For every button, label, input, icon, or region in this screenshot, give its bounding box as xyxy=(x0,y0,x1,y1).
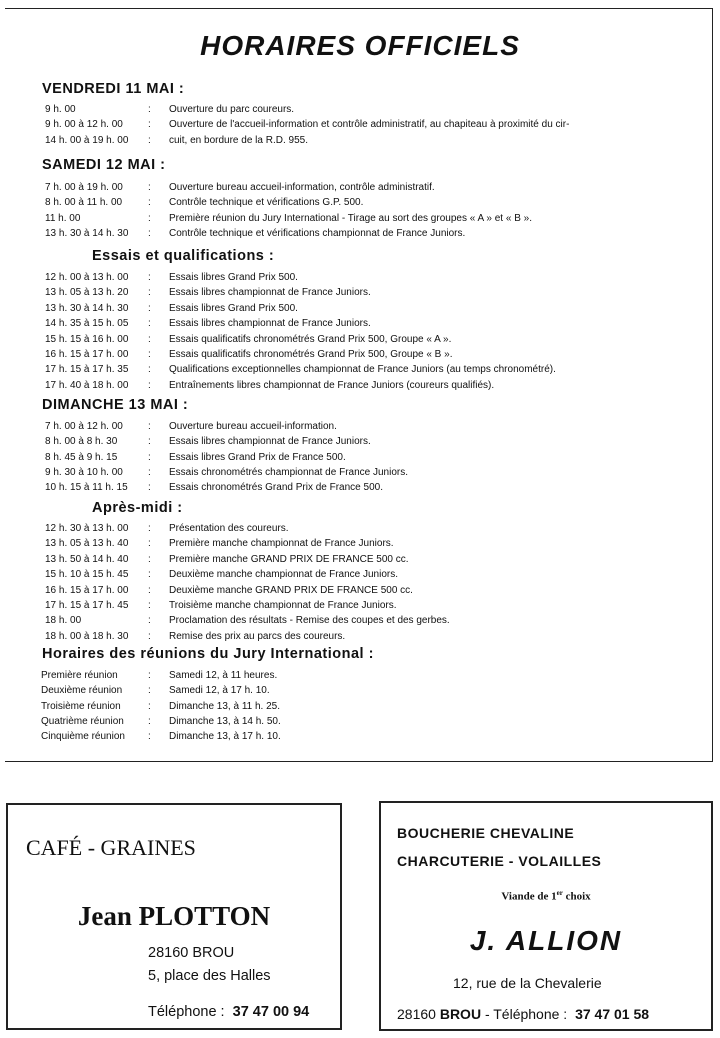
schedule-description: Première réunion du Jury International - Tirage au sort des groupes « A » et « B ». xyxy=(169,212,532,224)
ad-city-text: 28160 BROU xyxy=(148,945,235,961)
schedule-separator: : xyxy=(148,333,151,345)
schedule-separator: : xyxy=(148,466,151,478)
schedule-description: cuit, en bordure de la R.D. 955. xyxy=(169,134,308,146)
ad-phone-number: 37 47 00 94 xyxy=(232,1004,310,1020)
ad-phone-label: Téléphone : xyxy=(148,1004,225,1020)
schedule-description: Ouverture bureau accueil-information. xyxy=(169,421,337,432)
ad-right-address: 12, rue de la Chevalerie xyxy=(453,975,602,991)
schedule-separator: : xyxy=(148,584,151,596)
schedule-time: 17 h. 15 à 17 h. 45 xyxy=(45,600,129,611)
schedule-description: Deuxième manche championnat de France Juniors. xyxy=(169,569,399,581)
qualifications-heading: Essais et qualifications : xyxy=(92,248,275,264)
schedule-description: Ouverture de l'accueil-information et contrôle administratif, au chapiteau à proximité du cir- xyxy=(169,119,570,131)
schedule-description: Première manche championnat de France Juniors. xyxy=(169,538,394,550)
schedule-time: 17 h. 40 à 18 h. 00 xyxy=(45,379,129,391)
schedule-separator: : xyxy=(148,379,151,391)
schedule-time: Troisième réunion xyxy=(41,700,121,712)
schedule-time: 13 h. 05 à 13 h. 20 xyxy=(45,287,129,299)
schedule-time: 18 h. 00 à 18 h. 30 xyxy=(45,630,129,642)
schedule-description: Essais libres championnat de France Juniors. xyxy=(169,436,371,448)
schedule-separator: : xyxy=(148,227,151,239)
schedule-description: Essais chronométrés championnat de France Juniors. xyxy=(169,466,409,478)
schedule-description: Proclamation des résultats - Remise des coupes et des gerbes. xyxy=(169,615,450,627)
schedule-separator: : xyxy=(148,451,151,463)
schedule-time: 12 h. 30 à 13 h. 00 xyxy=(45,523,129,534)
schedule-description: Essais libres Grand Prix 500. xyxy=(169,302,298,314)
ad-city xyxy=(148,945,234,961)
schedule-separator: : xyxy=(148,104,151,115)
ad-boucherie-allion xyxy=(379,801,713,1031)
schedule-time: 12 h. 00 à 13 h. 00 xyxy=(45,272,129,283)
schedule-separator: : xyxy=(148,318,151,330)
schedule-time: 13 h. 05 à 13 h. 40 xyxy=(45,538,129,550)
schedule-separator: : xyxy=(148,134,151,146)
schedule-separator: : xyxy=(148,197,151,209)
schedule-time: 16 h. 15 à 17 h. 00 xyxy=(45,584,129,596)
schedule-description: Essais libres championnat de France Juniors. xyxy=(169,287,371,299)
ad-right-phone-label: - Téléphone : xyxy=(481,1006,568,1022)
schedule-description: Ouverture bureau accueil-information, contrôle administratif. xyxy=(169,182,435,193)
jury-heading: Horaires des réunions du Jury International : xyxy=(42,646,374,662)
schedule-time: 16 h. 15 à 17 h. 00 xyxy=(45,349,129,360)
schedule-separator: : xyxy=(148,553,151,565)
ad-right-contact xyxy=(397,1006,649,1022)
schedule-time: 11 h. 00 xyxy=(45,212,81,224)
schedule-separator: : xyxy=(148,600,151,611)
schedule-time: 13 h. 50 à 14 h. 40 xyxy=(45,553,129,565)
schedule-description: Contrôle technique et vérifications G.P. 500. xyxy=(169,197,364,209)
schedule-description: Dimanche 13, à 17 h. 10. xyxy=(169,731,281,743)
schedule-separator: : xyxy=(148,685,151,697)
ad-quality-post: choix xyxy=(562,890,591,903)
ad-line-boucherie: BOUCHERIE CHEVALINE xyxy=(397,825,575,841)
schedule-description: Dimanche 13, à 14 h. 50. xyxy=(169,715,281,727)
schedule-separator: : xyxy=(148,538,151,550)
schedule-description: Essais libres championnat de France Juniors. xyxy=(169,318,371,330)
ad-right-phone-number: 37 47 01 58 xyxy=(575,1006,650,1022)
schedule-separator: : xyxy=(148,182,151,193)
schedule-description: Essais chronométrés Grand Prix de France 500. xyxy=(169,482,383,494)
schedule-time: Deuxième réunion xyxy=(41,685,123,697)
schedule-description: Ouverture du parc coureurs. xyxy=(169,104,295,115)
ad-phone xyxy=(148,1004,309,1020)
friday-heading: VENDREDI 11 MAI : xyxy=(42,81,185,97)
schedule-separator: : xyxy=(148,349,151,360)
schedule-time: 8 h. 00 à 11 h. 00 xyxy=(45,197,123,209)
schedule-description: Entraînements libres championnat de France Juniors (coureurs qualifiés). xyxy=(169,379,495,391)
schedule-separator: : xyxy=(148,287,151,299)
schedule-description: Samedi 12, à 11 heures. xyxy=(169,670,278,681)
schedule-time: Première réunion xyxy=(41,670,118,681)
page-title: HORAIRES OFFICIELS xyxy=(200,30,520,61)
schedule-time: 14 h. 00 à 19 h. 00 xyxy=(45,134,129,146)
schedule-time: 7 h. 00 à 19 h. 00 xyxy=(45,182,123,193)
schedule-separator: : xyxy=(148,630,151,642)
sunday-heading: DIMANCHE 13 MAI : xyxy=(42,397,189,413)
ad-line-charcuterie: CHARCUTERIE - VOLAILLES xyxy=(397,853,602,869)
schedule-time: 13 h. 30 à 14 h. 30 xyxy=(45,227,129,239)
schedule-time: 14 h. 35 à 15 h. 05 xyxy=(45,318,129,330)
schedule-separator: : xyxy=(148,364,151,376)
schedule-description: Deuxième manche GRAND PRIX DE FRANCE 500 cc. xyxy=(169,584,413,596)
schedule-time: 18 h. 00 xyxy=(45,615,82,627)
schedule-description: Première manche GRAND PRIX DE FRANCE 500 cc. xyxy=(169,553,409,565)
schedule-separator: : xyxy=(148,615,151,627)
schedule-time: 9 h. 30 à 10 h. 00 xyxy=(45,466,123,478)
schedule-time: 15 h. 10 à 15 h. 45 xyxy=(45,569,129,581)
schedule-description: Samedi 12, à 17 h. 10. xyxy=(169,685,270,697)
schedule-description: Troisième manche championnat de France Juniors. xyxy=(169,600,397,611)
schedule-description: Essais qualificatifs chronométrés Grand Prix 500, Groupe « B ». xyxy=(169,349,453,360)
schedule-time: Cinquième réunion xyxy=(41,731,125,743)
schedule-description: Remise des prix au parcs des coureurs. xyxy=(169,630,346,642)
ad-business-name: CAFÉ - GRAINES xyxy=(26,835,196,860)
schedule-separator: : xyxy=(148,272,151,283)
schedule-separator: : xyxy=(148,523,151,534)
ad-cafe-graines xyxy=(6,803,342,1030)
ad-address: 5, place des Halles xyxy=(148,968,271,984)
schedule-time: 7 h. 00 à 12 h. 00 xyxy=(45,421,123,432)
schedule-time: 8 h. 00 à 8 h. 30 xyxy=(45,436,118,448)
schedule-time: 9 h. 00 à 12 h. 00 xyxy=(45,119,123,131)
schedule-separator: : xyxy=(148,715,151,727)
schedule-description: Essais qualificatifs chronométrés Grand Prix 500, Groupe « A ». xyxy=(169,333,452,345)
schedule-separator: : xyxy=(148,482,151,494)
schedule-description: Essais libres Grand Prix de France 500. xyxy=(169,451,346,463)
schedule-time: 9 h. 00 xyxy=(45,104,76,115)
schedule-time: 8 h. 45 à 9 h. 15 xyxy=(45,451,118,463)
schedule-separator: : xyxy=(148,436,151,448)
saturday-heading: SAMEDI 12 MAI : xyxy=(42,157,166,173)
schedule-separator: : xyxy=(148,212,151,224)
ad-quality-sup: er xyxy=(556,889,563,897)
schedule-time: 13 h. 30 à 14 h. 30 xyxy=(45,302,129,314)
schedule-separator: : xyxy=(148,302,151,314)
schedule-time: Quatrième réunion xyxy=(41,715,124,727)
schedule-separator: : xyxy=(148,421,151,432)
ad-butcher-name: J. ALLION xyxy=(469,925,623,956)
schedule-separator: : xyxy=(148,670,151,681)
ad-right-city: BROU xyxy=(439,1006,482,1022)
schedule-description: Dimanche 13, à 11 h. 25. xyxy=(169,700,280,712)
schedule-time: 15 h. 15 à 16 h. 00 xyxy=(45,333,129,345)
schedule-separator: : xyxy=(148,731,151,743)
schedule-time: 17 h. 15 à 17 h. 35 xyxy=(45,364,129,376)
schedule-separator: : xyxy=(148,700,151,712)
ad-right-postcode: 28160 xyxy=(397,1006,440,1022)
schedule-description: Qualifications exceptionnelles championnat de France Juniors (au temps chronométré). xyxy=(169,364,556,376)
schedule-description: Essais libres Grand Prix 500. xyxy=(169,272,298,283)
afternoon-heading: Après-midi : xyxy=(92,500,183,516)
schedule-description: Présentation des coureurs. xyxy=(169,523,289,534)
schedule-time: 10 h. 15 à 11 h. 15 xyxy=(45,482,128,494)
schedule-description: Contrôle technique et vérifications championnat de France Juniors. xyxy=(169,227,466,239)
schedule-separator: : xyxy=(148,569,151,581)
ad-quality-pre: Viande de 1 xyxy=(501,890,557,903)
schedule-separator: : xyxy=(148,119,151,131)
ad-quality xyxy=(381,889,711,903)
ad-owner-name: Jean PLOTTON xyxy=(77,901,271,931)
